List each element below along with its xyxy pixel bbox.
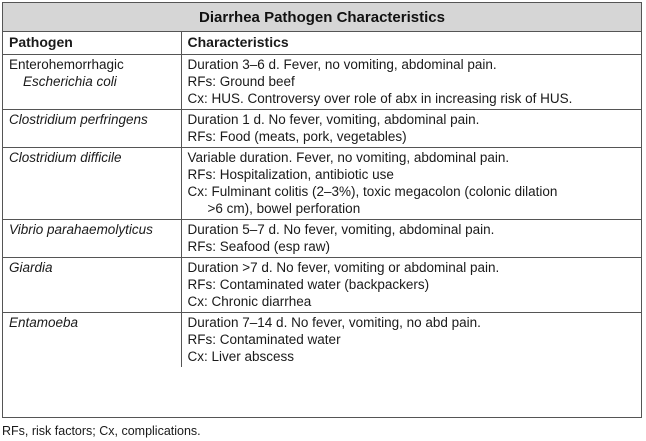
table-title: Diarrhea Pathogen Characteristics bbox=[3, 3, 641, 32]
characteristic-line: RFs: Contaminated water bbox=[187, 332, 341, 347]
characteristic-line: RFs: Hospitalization, antibiotic use bbox=[187, 167, 394, 182]
pathogen-cell bbox=[3, 55, 181, 110]
pathogen-name: Giardia bbox=[3, 258, 181, 313]
characteristic-line: RFs: Food (meats, pork, vegetables) bbox=[187, 129, 407, 144]
footnote: RFs, risk factors; Cx, complications. bbox=[2, 424, 201, 438]
pathogen-name: Clostridium perfringens bbox=[3, 110, 181, 148]
characteristic-line: Duration 1 d. No fever, vomiting, abdominal pain. bbox=[187, 112, 480, 127]
characteristic-line: RFs: Seafood (esp raw) bbox=[187, 239, 331, 254]
header-row bbox=[3, 32, 641, 55]
pathogen-name: Escherichia coli bbox=[23, 74, 117, 89]
table-row bbox=[3, 110, 641, 148]
characteristics-cell bbox=[181, 258, 641, 313]
characteristic-line: >6 cm), bowel perforation bbox=[207, 201, 361, 216]
characteristic-line: Duration >7 d. No fever, vomiting or abdominal pain. bbox=[187, 260, 500, 275]
characteristic-line: Cx: Chronic diarrhea bbox=[187, 294, 312, 309]
table-row bbox=[3, 313, 641, 368]
header-pathogen: Pathogen bbox=[3, 32, 181, 55]
pathogen-name: Vibrio parahaemolyticus bbox=[3, 220, 181, 258]
characteristic-line: Cx: Fulminant colitis (2–3%), toxic megacolon (colonic dilation bbox=[187, 184, 558, 199]
pathogen-name: Entamoeba bbox=[9, 315, 79, 330]
characteristic-line: Duration 3–6 d. Fever, no vomiting, abdominal pain. bbox=[187, 57, 497, 72]
table-row bbox=[3, 258, 641, 313]
characteristic-line: RFs: Contaminated water (backpackers) bbox=[187, 277, 430, 292]
characteristics-cell bbox=[181, 55, 641, 110]
table-row bbox=[3, 55, 641, 110]
table-row bbox=[3, 220, 641, 258]
characteristic-line: Cx: HUS. Controversy over role of abx in increasing risk of HUS. bbox=[187, 91, 573, 106]
characteristics-cell bbox=[181, 148, 641, 220]
characteristic-line: Cx: Liver abscess bbox=[187, 349, 295, 364]
pathogen-name: Enterohemorrhagic bbox=[9, 57, 124, 72]
characteristic-line: Duration 7–14 d. No fever, vomiting, no abd pain. bbox=[187, 315, 481, 330]
characteristic-line: Duration 5–7 d. No fever, vomiting, abdominal pain. bbox=[187, 222, 495, 237]
characteristics-cell bbox=[181, 313, 641, 368]
characteristic-line: Variable duration. Fever, no vomiting, abdominal pain. bbox=[187, 150, 510, 165]
characteristic-line: RFs: Ground beef bbox=[187, 74, 295, 89]
table-row bbox=[3, 148, 641, 220]
pathogen-name: Clostridium difficile bbox=[3, 148, 181, 220]
characteristics-cell bbox=[181, 220, 641, 258]
characteristics-cell bbox=[181, 110, 641, 148]
pathogen-table bbox=[2, 2, 642, 418]
header-characteristics: Characteristics bbox=[181, 32, 641, 55]
table-grid bbox=[3, 32, 641, 367]
